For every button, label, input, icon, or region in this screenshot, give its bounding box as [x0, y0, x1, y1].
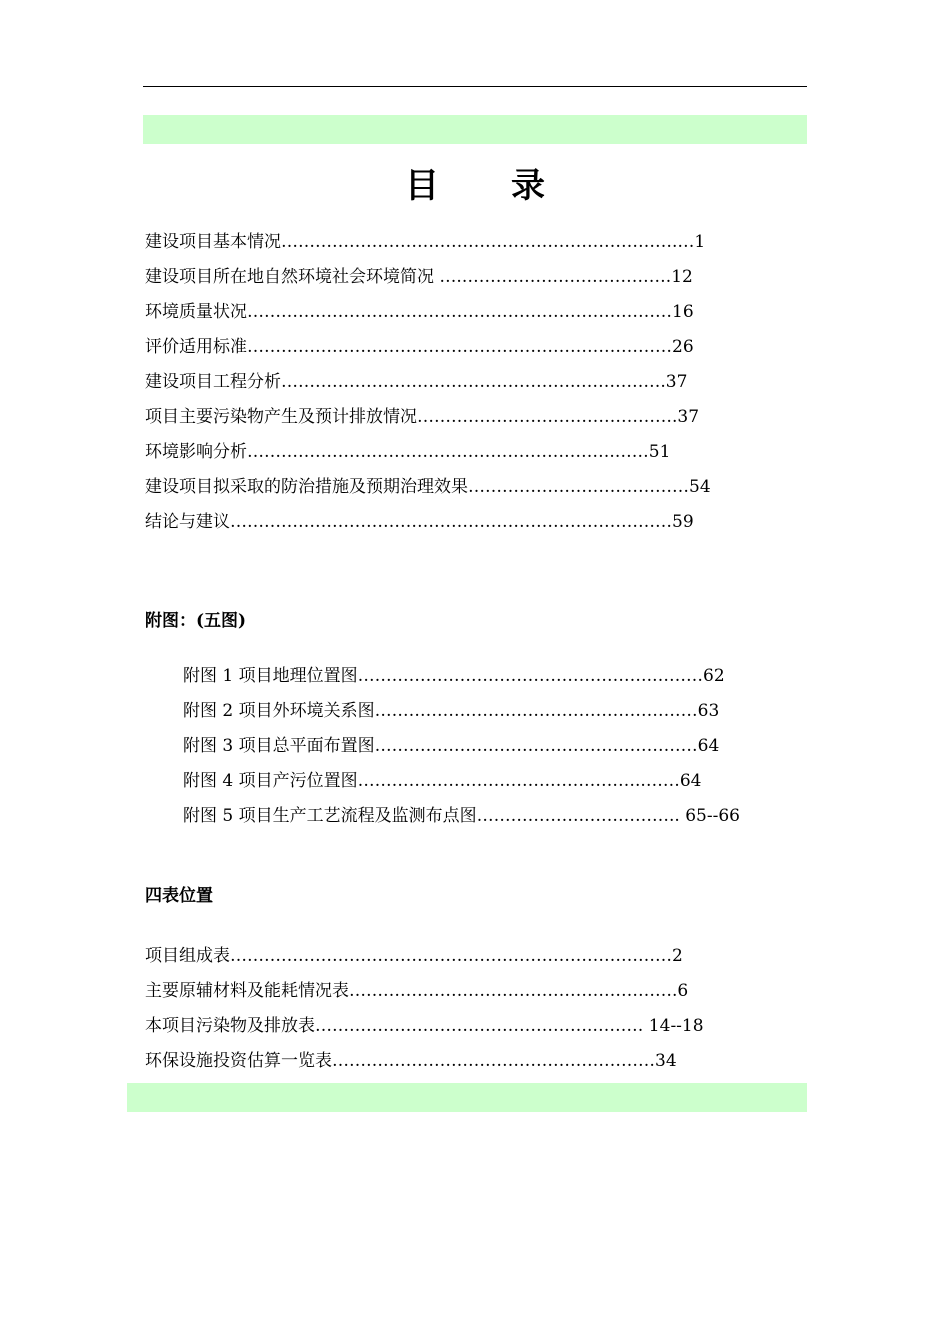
highlight-band-top [143, 115, 807, 144]
page-title [143, 158, 807, 207]
toc-entry[interactable]: 环境质量状况…………………………………………………………………16 [145, 302, 694, 322]
tables-heading: 四表位置 [145, 886, 213, 906]
highlight-band-bottom [127, 1083, 807, 1112]
title-char-1: 目 [405, 166, 439, 206]
header-rule [143, 86, 807, 87]
figures-heading: 附图：(五图) [145, 611, 247, 631]
table-entry[interactable]: 主要原辅材料及能耗情况表………………………………………………….6 [145, 981, 689, 1001]
figure-entry[interactable]: 附图 1 项目地理位置图…………………………………………….………62 [183, 666, 725, 686]
toc-entry[interactable]: 评价适用标准…………………………………………………………………26 [145, 337, 694, 357]
toc-entry[interactable]: 建设项目所在地自然环境社会环境简况 ….……………………………….12 [145, 267, 693, 287]
toc-entry[interactable]: 项目主要污染物产生及预计排放情况……………………………………….37 [145, 407, 700, 427]
figure-entry[interactable]: 附图 3 项目总平面布置图…………………………………………………64 [183, 736, 720, 756]
figure-entry[interactable]: 附图 5 项目生产工艺流程及监测布点图……………….…………….. 65--66 [183, 806, 740, 826]
toc-entry[interactable]: 环境影响分析………………….…………………………………….……51 [145, 442, 671, 462]
toc-entry[interactable]: 结论与建议……………………………………………………………………59 [145, 512, 694, 532]
table-entry[interactable]: 本项目污染物及排放表………………………………………….……… 14--18 [145, 1016, 704, 1036]
figure-entry[interactable]: 附图 4 项目产污位置图…………………………….……………..……64 [183, 771, 702, 791]
table-entry[interactable]: 项目组成表……………………………………………………………………2 [145, 946, 683, 966]
title-char-2: 录 [511, 166, 545, 206]
toc-entry[interactable]: 建设项目拟采取的防治措施及预期治理效果…………………………………54 [145, 477, 711, 497]
toc-entry[interactable]: 建设项目工程分析…………………………………………….…………….37 [145, 372, 688, 392]
table-entry[interactable]: 环保设施投资估算一览表…………………………………………………34 [145, 1051, 677, 1071]
toc-entry[interactable]: 建设项目基本情况…………………………………………………………….…1 [145, 232, 706, 252]
figure-entry[interactable]: 附图 2 项目外环境关系图…………………………………………………63 [183, 701, 720, 721]
